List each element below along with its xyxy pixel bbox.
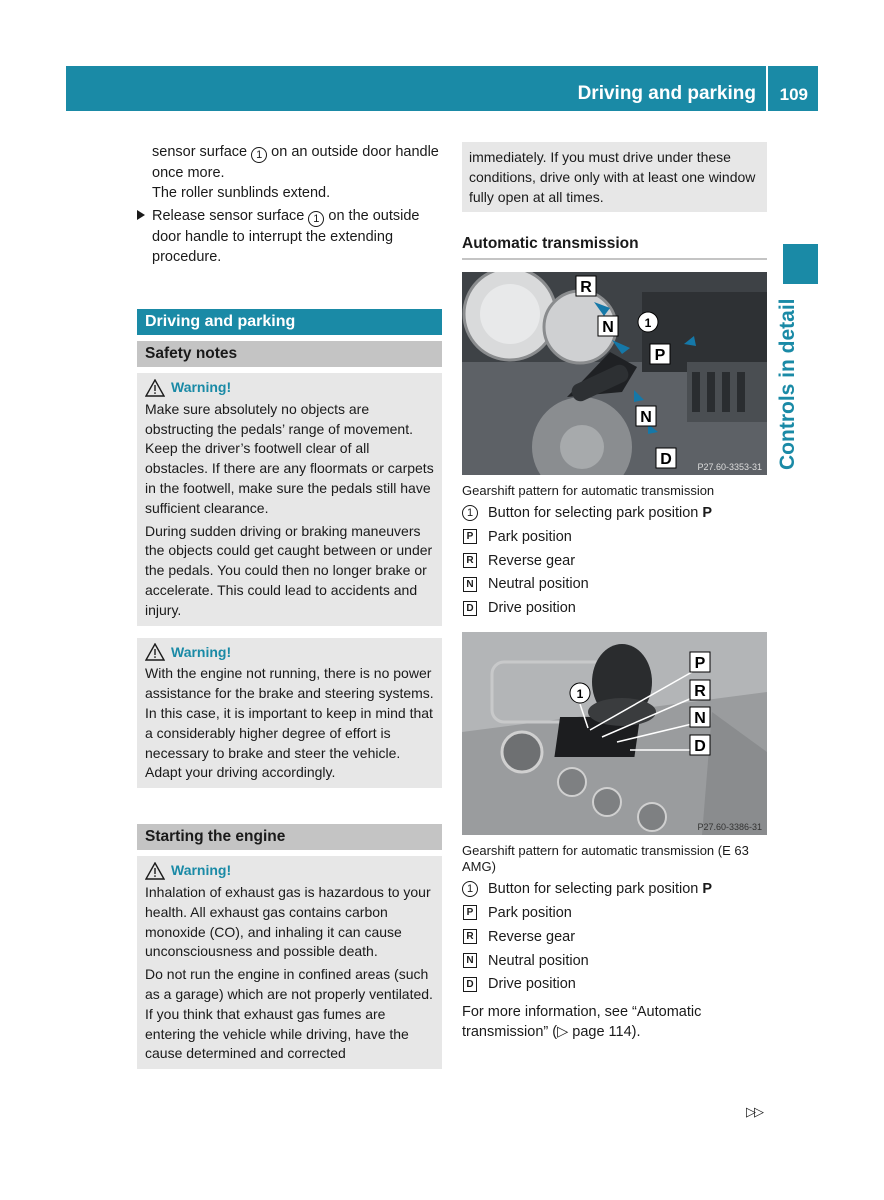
legend-text: Park position [488,528,572,545]
legend-item [462,974,767,994]
caption-1: Gearshift pattern for automatic transmission [462,483,715,498]
callout-1-icon: 1 [308,211,324,227]
callout-1-icon: 1 [462,881,478,897]
label-D: D [694,738,706,756]
warning-box-pedals [137,373,442,626]
legend-item [462,574,767,594]
label-P: P [654,347,666,364]
legend-item [462,527,767,547]
legend-item [462,951,767,971]
side-tab-marker [783,244,818,284]
legend-park-button [462,503,767,523]
warning-header [145,643,435,663]
subsection-starting-engine: Starting the engine [137,824,442,850]
header-title: Driving and parking [577,83,756,104]
legend-item [462,598,767,618]
header-divider [766,66,768,111]
legend-text: Neutral position [488,952,589,969]
legend-bold: P [702,881,713,898]
step-arrow-icon [137,210,145,220]
gearshift-illustration-2 [462,632,767,835]
intro-text: sensor surface [152,144,248,160]
legend-text: Reverse gear [488,552,576,569]
page-header [66,66,818,111]
reverse-symbol-icon: R [463,553,477,568]
label-1: 1 [644,316,652,330]
continued-arrows-icon: ▷▷ [746,1104,762,1119]
legend-text: Neutral position [488,576,589,593]
neutral-symbol-icon: N [463,577,477,592]
legend-text: Drive position [488,600,576,617]
intro-result: The roller sunblinds extend. [152,185,331,201]
warning-header [145,378,435,398]
gearshift-photo-amg [462,632,767,835]
side-tab-label: Controls in detail [776,298,799,470]
drive-symbol-icon: D [463,601,477,616]
park-symbol-icon: P [463,529,477,544]
warning-triangle-icon [145,379,165,397]
warning-header [145,861,435,881]
intro-paragraph [137,142,442,203]
callout-1-icon: 1 [251,147,267,163]
label-P: P [694,655,706,673]
callout-1-icon: 1 [462,505,478,521]
label-N: N [602,319,614,336]
warning-text: During sudden driving or braking maneuvers the objects could get caught between or under the pedals. You could then no longer brake or accelerate. This could lead to accidents and injury. [145,522,433,618]
left-column [137,142,442,1069]
warning-text: Do not run the engine in confined areas (such as a garage) which are not properly ventilated. If you think that exhaust gas fumes are entering the vehicle while driving, have the cause determined and corrected [145,966,433,1062]
label-N: N [640,409,652,426]
warning-triangle-icon [145,862,165,880]
legend-park-button [462,879,767,899]
legend-text: Drive position [488,976,576,993]
warning-box-exhaust [137,856,442,1069]
instruction-step [137,206,442,267]
legend-item [462,927,767,947]
step-text-after: on the outside door handle to interrupt the extending procedure. [152,208,420,265]
label-R: R [580,279,592,296]
legend-item [462,903,767,923]
warning-text: With the engine not running, there is no power assistance for the brake and steering systems. In this case, it is important to keep in mind that a considerably higher degree of effort is necessary to brake and steer the vehicle. Adapt your driving accordingly. [145,665,434,781]
warning-box-engine-off [137,638,442,789]
legend-text: Park position [488,904,572,921]
photo-code: P27.60-3386-31 [697,822,762,833]
heading-automatic-transmission: Automatic transmission [462,234,767,260]
section-title: Driving and parking [137,309,442,335]
label-1: 1 [576,687,584,702]
page-number: 109 [779,85,808,104]
legend-item [462,551,767,571]
warning-label: Warning! [171,643,232,660]
more-info-reference[interactable]: For more information, see “Automatic transmission” (▷ page 114). [462,1004,702,1041]
park-symbol-icon: P [463,905,477,920]
legend-text: Button for selecting park position [488,505,699,521]
warning-text: Make sure absolutely no objects are obstructing the pedals’ range of movement. Keep the driver’s footwell clear of all obstacles. If there are any floormats or carpets in the footwell, make sure the pedals still have sufficient clearance. [145,400,434,516]
legend-text: Button for selecting park position [488,881,699,898]
warning-triangle-icon [145,643,165,661]
label-R: R [694,683,706,701]
right-column [462,142,767,1042]
gearshift-photo-standard [462,272,767,475]
intro-text-after: on an outside door handle once more. [152,144,439,181]
label-N: N [694,710,706,728]
warning-text: Inhalation of exhaust gas is hazardous to your health. All exhaust gas contains carbon monoxide (CO), and inhaling it can cause unconsciousness and possible death. [145,883,431,960]
gearshift-illustration-1 [462,272,767,475]
legend-text: Reverse gear [488,928,576,945]
caption-2: Gearshift pattern for automatic transmission (E 63 AMG) [462,843,749,875]
legend-bold: P [702,505,713,521]
neutral-symbol-icon: N [463,953,477,968]
subsection-safety-notes: Safety notes [137,341,442,367]
warning-label: Warning! [171,379,232,395]
reverse-symbol-icon: R [463,929,477,944]
step-text: Release sensor surface [152,208,305,224]
label-D: D [660,451,672,468]
photo-code: P27.60-3353-31 [697,462,762,472]
warning-continued: immediately. If you must drive under these conditions, drive only with at least one window fully open at all times. [462,142,767,212]
warning-label: Warning! [171,862,232,879]
drive-symbol-icon: D [463,977,477,992]
